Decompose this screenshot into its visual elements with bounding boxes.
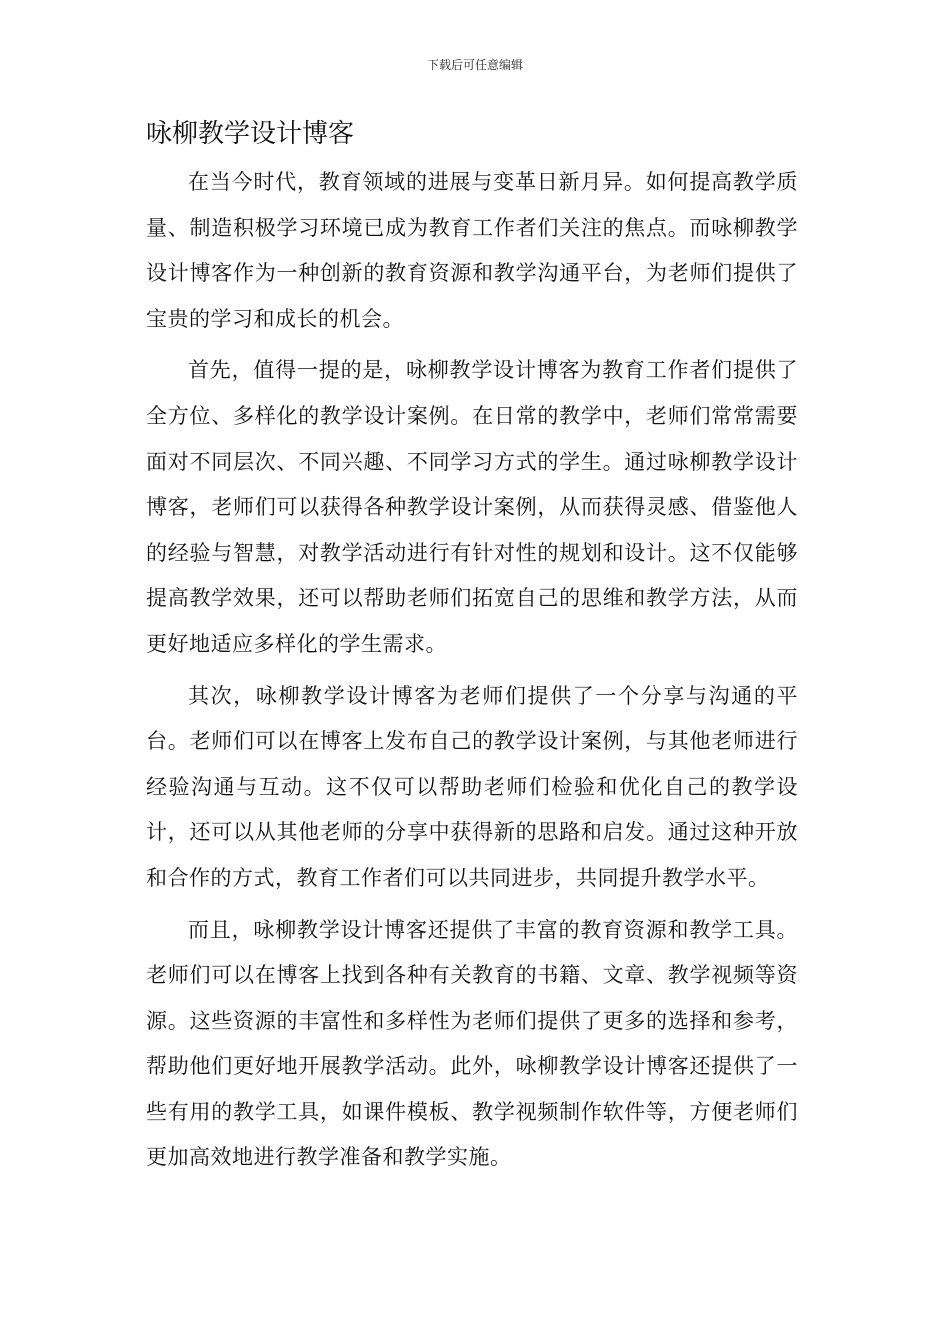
paragraph-second-point: 其次，咏柳教学设计博客为老师们提供了一个分享与沟通的平台。老师们可以在博客上发布自己的教学设计案例，与其他老师进行经验沟通与互动。这不仅可以帮助老师们检验和优化自己的教学设计，还可以从其他老师的分享中获得新的思路和启发。通过这种开放和合作的方式，教育工作者们可以共同进步，共同提升教学水平。 [146, 683, 798, 890]
paragraph-first-point: 首先，值得一提的是，咏柳教学设计博客为教育工作者们提供了全方位、多样化的教学设计案例。在日常的教学中，老师们常常需要面对不同层次、不同兴趣、不同学习方式的学生。通过咏柳教学设计博客，老师们可以获得各种教学设计案例，从而获得灵感、借鉴他人的经验与智慧，对教学活动进行有针对性的规划和设计。这不仅能够提高教学效果，还可以帮助老师们拓宽自己的思维和教学方法，从而更好地适应多样化的学生需求。 [146, 358, 798, 656]
document-body [146, 160, 798, 1187]
paragraph-intro: 在当今时代，教育领域的进展与变革日新月异。如何提高教学质量、制造积极学习环境已成为教育工作者们关注的焦点。而咏柳教学设计博客作为一种创新的教育资源和教学沟通平台，为老师们提供了宝贵的学习和成长的机会。 [146, 170, 798, 331]
paragraph-third-point: 而且，咏柳教学设计博客还提供了丰富的教育资源和教学工具。老师们可以在博客上找到各种有关教育的书籍、文章、教学视频等资源。这些资源的丰富性和多样性为老师们提供了更多的选择和参考，帮助他们更好地开展教学活动。此外，咏柳教学设计博客还提供了一些有用的教学工具，如课件模板、教学视频制作软件等，方便老师们更加高效地进行教学准备和教学实施。 [146, 917, 798, 1170]
page-header-note: 下载后可任意编辑 [426, 58, 523, 72]
document-title: 咏柳教学设计博客 [146, 119, 355, 149]
